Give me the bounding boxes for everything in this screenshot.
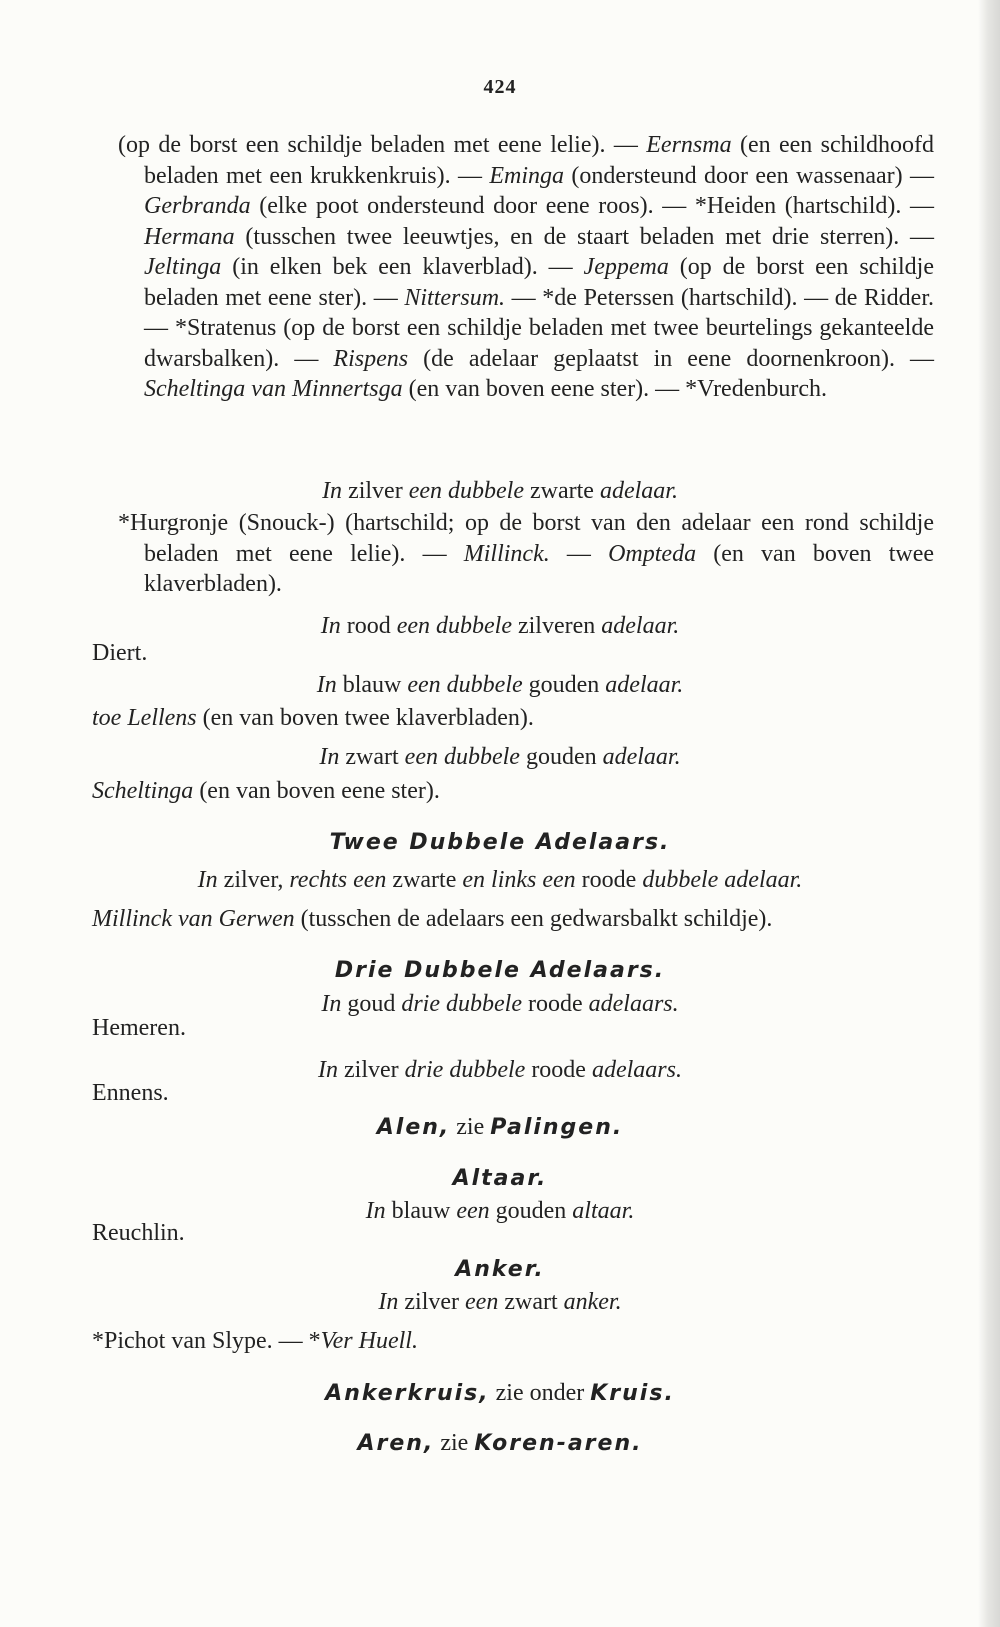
- entry-ennens: Ennens.: [92, 1080, 169, 1106]
- heading-altaar: Altaar.: [452, 1166, 548, 1191]
- subheading-rood-zilveren: In rood een dubbele zilveren adelaar.: [320, 613, 680, 639]
- entry-scheltinga: Scheltinga (en van boven eene ster).: [92, 778, 440, 804]
- entry-pichot-van-slype: *Pichot van Slype. — *Ver Huell.: [92, 1328, 418, 1354]
- subheading-zwart-gouden: In zwart een dubbele gouden adelaar.: [319, 744, 681, 770]
- heading-drie-dubbele-adelaars: Drie Dubbele Adelaars.: [334, 958, 666, 983]
- heading-alen: Alen, zie Palingen.: [376, 1114, 624, 1140]
- subheading-zilver-zwarte: In zilver een dubbele zwarte adelaar.: [322, 478, 678, 504]
- subheading-zilver-anker: In zilver een zwart anker.: [378, 1289, 622, 1315]
- page-number: 424: [483, 76, 517, 98]
- subheading-rechts-links: In zilver, rechts een zwarte en links een roode dubbele adelaar.: [197, 867, 803, 893]
- subheading-goud-roode: In goud drie dubbele roode adelaars.: [321, 991, 679, 1017]
- heading-aren: Aren, zie Koren-aren.: [357, 1430, 643, 1456]
- heading-ankerkruis: Ankerkruis, zie onder Kruis.: [325, 1380, 675, 1406]
- subheading-blauw-altaar: In blauw een gouden altaar.: [365, 1198, 635, 1224]
- entry-reuchlin: Reuchlin.: [92, 1220, 185, 1246]
- subheading-zilver-roode: In zilver drie dubbele roode adelaars.: [318, 1057, 682, 1083]
- paragraph-eernsma: (op de borst een schildje beladen met eene lelie). — Eernsma (en een schildhoofd beladen met een krukkenkruis). — Eminga (ondersteund door een wassenaar) — Gerbranda (elke poot ondersteund door eene roos). — *Heiden (hartschild). — Hermana (tusschen twee leeuwtjes, en de staart beladen met drie sterren). — Jeltinga (in elken bek een klaverblad). — Jeppema (op de borst een schildje beladen met eene ster). — Nittersum. — *de Peterssen (hartschild). — de Ridder. — *Stratenus (op de borst een schildje beladen met twee beurtelings gekanteelde dwarsbalken). — Rispens (de adelaar geplaatst in eene doornenkroon). — Scheltinga van Minnertsga (en van boven eene ster). — *Vredenburch.: [118, 132, 935, 402]
- heading-twee-dubbele-adelaars: Twee Dubbele Adelaars.: [329, 830, 671, 855]
- entry-hemeren: Hemeren.: [92, 1015, 186, 1041]
- entry-lellens: toe Lellens (en van boven twee klaverbladen).: [92, 705, 534, 731]
- entry-millinck-van-gerwen: Millinck van Gerwen (tusschen de adelaars een gedwarsbalkt schildje).: [92, 906, 773, 932]
- entry-diert: Diert.: [92, 640, 148, 666]
- subheading-blauw-gouden: In blauw een dubbele gouden adelaar.: [316, 672, 684, 698]
- paragraph-hurgronje: *Hurgronje (Snouck-) (hartschild; op de borst van den adelaar een rond schildje beladen met eene lelie). — Millinck. — Ompteda (en van boven twee klaverbladen).: [118, 510, 935, 597]
- heading-anker: Anker.: [455, 1257, 545, 1282]
